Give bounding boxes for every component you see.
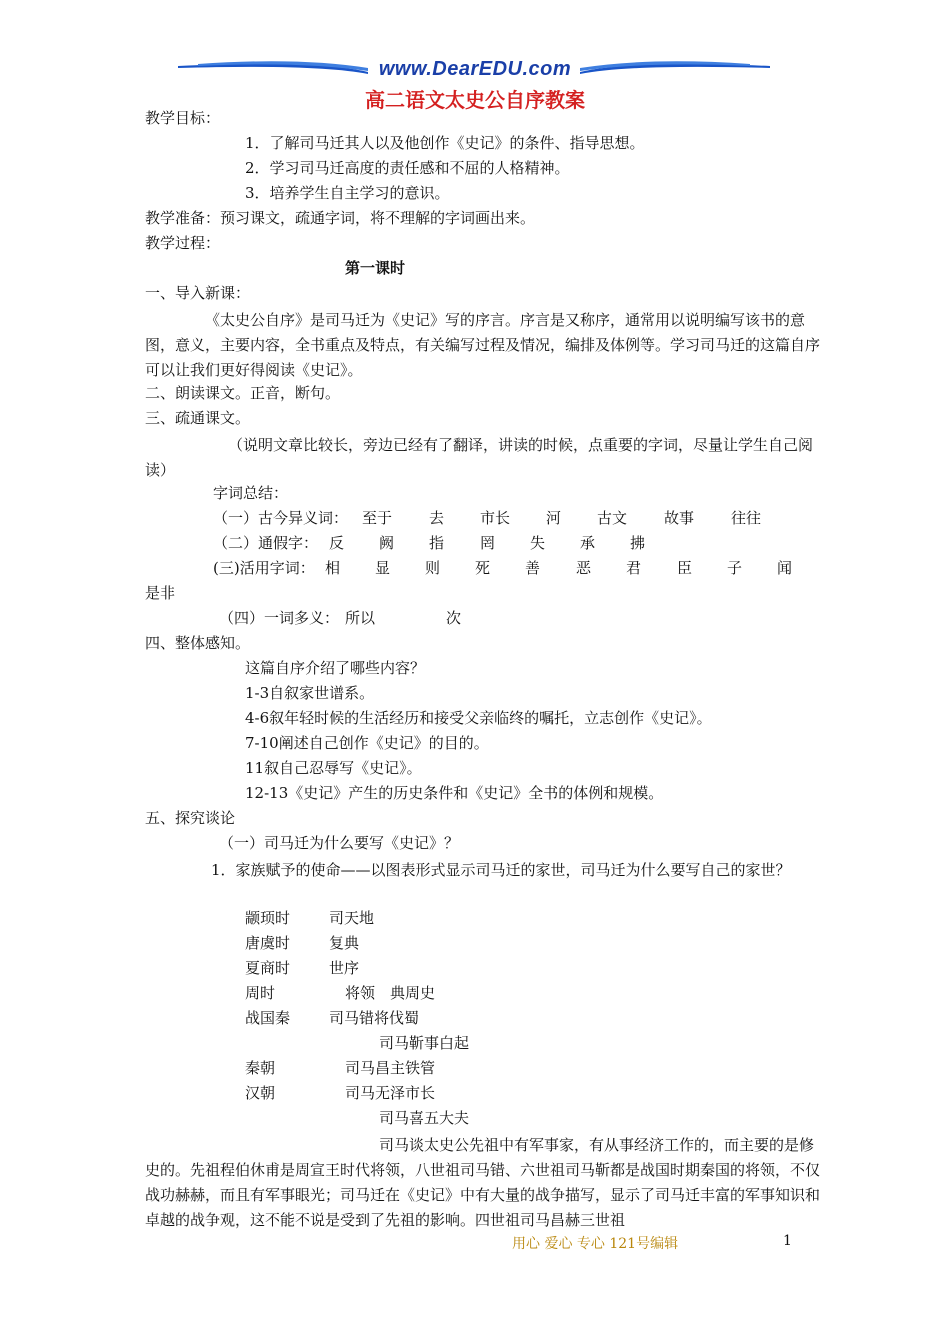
part-2: 4-6叙年轻时候的生活经历和接受父亲临终的嘱托，立志创作《史记》。 [245, 709, 712, 727]
process-label: 教学过程： [145, 234, 221, 252]
list-item: 则 [425, 559, 441, 577]
table-cell: 夏商时 [245, 959, 291, 977]
list-item: 罔 [480, 534, 496, 552]
prep-line: 教学准备：预习课文，疏通字词，将不理解的字词画出来。 [145, 209, 536, 227]
section-5: 五、探究谈论 [145, 809, 236, 827]
list-item: 死 [475, 559, 491, 577]
page-title: 高二语文太史公自序教案 [365, 88, 585, 112]
list-item: 阙 [379, 534, 395, 552]
table-cell: 司马无泽市长 [345, 1084, 436, 1102]
item-1: 1．家族赋予的使命——以图表形式显示司马迁的家世，司马迁为什么要写自己的家世？ [211, 861, 791, 879]
summary-label: 字词总结： [213, 484, 289, 502]
question-line: 这篇自序介绍了哪些内容？ [245, 659, 426, 677]
table-cell: 汉朝 [245, 1084, 276, 1102]
table-cell: 将领 典周史 [345, 984, 436, 1002]
list-item: 善 [525, 559, 541, 577]
table-cell: 复典 [329, 934, 360, 952]
list-item: 次 [446, 609, 462, 627]
site-logo: www.DearEDU.com [378, 58, 572, 80]
list-item: 反 [329, 534, 345, 552]
table-cell: 司天地 [329, 909, 375, 927]
list-item: 市长 [480, 509, 511, 527]
table-cell: 秦朝 [245, 1059, 276, 1077]
list-item: 故事 [664, 509, 695, 527]
list-item: 闻 [777, 559, 793, 577]
page-number: 1 [783, 1233, 792, 1249]
table-cell: 司马喜五大夫 [379, 1109, 470, 1127]
section-4: 四、整体感知。 [145, 634, 251, 652]
closing-paragraph: 司马谈太史公先祖中有军事家，有从事经济工作的，而主要的是修史的。先祖程伯休甫是周宣王时代将领，八世祖司马错、六世祖司马靳都是战国时期秦国的将领，不仅战功赫赫，而且有军事眼光；司马迁在《史记》中有大量的战争描写，显示了司马迁丰富的军事知识和卓越的战争观，这不能不说是受到了先祖的影响。四世祖司马昌赫三世祖 [145, 1136, 821, 1229]
goal-3: 3．培养学生自主学习的意识。 [245, 184, 450, 202]
table-cell: 司马靳事白起 [379, 1034, 470, 1052]
sub-question-1: （一）司马迁为什么要写《史记》？ [219, 834, 460, 852]
part-1: 1-3自叙家世谱系。 [245, 684, 375, 702]
list-item: 去 [429, 509, 445, 527]
section-3: 三、疏通课文。 [145, 409, 251, 427]
list-item: 臣 [677, 559, 693, 577]
list-item: 恶 [576, 559, 592, 577]
section-2: 二、朗读课文。正音，断句。 [145, 384, 341, 402]
note-paragraph: （说明文章比较长，旁边已经有了翻译，讲读的时候，点重要的字词，尽量让学生自己阅读） [145, 436, 814, 479]
group-2-label: （二）通假字： [213, 534, 319, 552]
table-cell: 战国秦 [245, 1009, 291, 1027]
list-item: 相 [325, 559, 341, 577]
list-item: 古文 [597, 509, 628, 527]
table-cell: 颛顼时 [245, 909, 291, 927]
list-item: 承 [580, 534, 596, 552]
goal-1: 1．了解司马迁其人以及他创作《史记》的条件、指导思想。 [245, 134, 645, 152]
group-4-label: （四）一词多义： [219, 609, 340, 627]
table-cell: 司马错将伐蜀 [329, 1009, 420, 1027]
lesson-heading: 第一课时 [345, 259, 406, 277]
table-cell: 周时 [245, 984, 276, 1002]
list-item: 是非 [145, 584, 176, 602]
list-item: 子 [727, 559, 743, 577]
list-item: 往往 [731, 509, 762, 527]
list-item: 所以 [345, 609, 376, 627]
goal-2: 2．学习司马迁高度的责任感和不屈的人格精神。 [245, 159, 570, 177]
list-item: 显 [375, 559, 391, 577]
group-1-label: （一）古今异义词： [213, 509, 349, 527]
list-item: 失 [530, 534, 546, 552]
table-cell: 司马昌主铁管 [345, 1059, 436, 1077]
table-cell: 唐虞时 [245, 934, 291, 952]
table-cell: 世序 [329, 959, 360, 977]
goals-label: 教学目标： [145, 109, 221, 127]
footer-text: 用心 爱心 专心 121号编辑 [512, 1236, 679, 1252]
part-4: 11叙自己忍辱写《史记》。 [245, 759, 422, 777]
group-3-label: (三)活用字词： [213, 559, 315, 577]
list-item: 河 [546, 509, 562, 527]
list-item: 至于 [362, 509, 393, 527]
list-item: 指 [429, 534, 445, 552]
list-item: 拂 [630, 534, 646, 552]
section-1: 一、导入新课： [145, 284, 251, 302]
part-3: 7-10阐述自己创作《史记》的目的。 [245, 734, 489, 752]
list-item: 君 [626, 559, 642, 577]
part-5: 12-13《史记》产生的历史条件和《史记》全书的体例和规模。 [245, 784, 664, 802]
intro-paragraph: 《太史公自序》是司马迁为《史记》写的序言。序言是又称序，通常用以说明编写该书的意图，意义，主要内容，全书重点及特点，有关编写过程及情况，编排及体例等。学习司马迁的这篇自序可以让我们更好得阅读《史记》。 [145, 311, 821, 379]
